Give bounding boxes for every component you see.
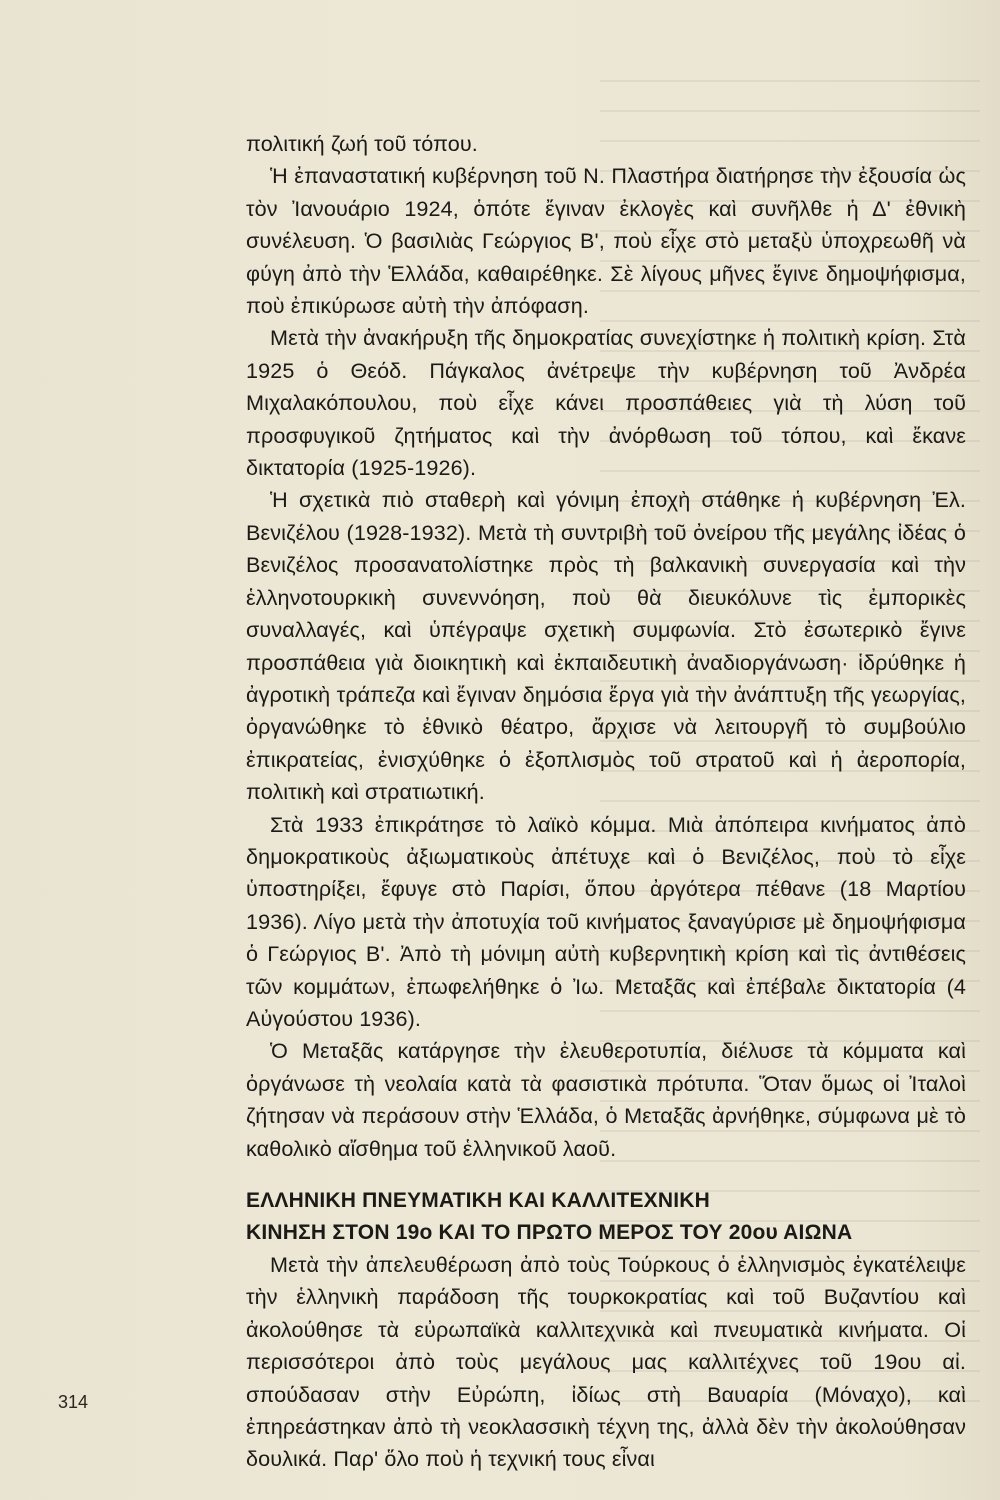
body-text	[246, 128, 966, 1476]
paragraph-continued: πολιτική ζωή τοῦ τόπου.	[246, 131, 478, 156]
paragraph: Μετὰ τὴν ἀπελευθέρωση ἀπὸ τοὺς Τούρκους ὁ ἑλληνισμὸς ἐγκατέλειψε τὴν ἑλληνικὴ παράδοση τῆς τουρκοκρατίας καὶ τοῦ Βυζαντίου καὶ ἀκολούθησε τὰ εὐρωπαϊκὰ καλλιτεχνικὰ καὶ πνευματικὰ κινήματα. Οἱ περισσότεροι ἀπὸ τοὺς μεγάλους μας καλλιτέχνες τοῦ 19ου αἰ. σπούδασαν στὴν Εὐρώπη, ἰδίως στὴ Βαυαρία (Μόναχο), καὶ ἐπηρεάστηκαν ἀπὸ τὴ νεοκλασσικὴ τέχνη της, ἀλλὰ δὲν τὴν ἀκολούθησαν δουλικά. Παρ' ὅλο ποὺ ἡ τεχνική τους εἶναι	[246, 1252, 966, 1472]
section-heading-line-1: ΕΛΛΗΝΙΚΗ ΠΝΕΥΜΑΤΙΚΗ ΚΑΙ ΚΑΛΛΙΤΕΧΝΙΚΗ	[246, 1189, 710, 1212]
section-heading-line-2: ΚΙΝΗΣΗ ΣΤΟΝ 19ο ΚΑΙ ΤΟ ΠΡΩΤΟ ΜΕΡΟΣ ΤΟΥ 20ου ΑΙΩΝΑ	[246, 1221, 853, 1244]
section-heading	[246, 1185, 966, 1249]
paragraph: Στὰ 1933 ἐπικράτησε τὸ λαϊκὸ κόμμα. Μιὰ ἀπόπειρα κινήματος ἀπὸ δημοκρατικοὺς ἀξιωματικοὺς ἀπέτυχε καὶ ὁ Βενιζέλος, ποὺ τὸ εἶχε ὑποστηρίξει, ἔφυγε στὸ Παρίσι, ὅπου ἀργότερα πέθανε (18 Μαρτίου 1936). Λίγο μετὰ τὴν ἀποτυχία τοῦ κινήματος ξαναγύρισε μὲ δημοψήφισμα ὁ Γεώργιος Β'. Ἀπὸ τὴ μόνιμη αὐτὴ κυβερνητικὴ κρίση καὶ τὶς ἀντιθέσεις τῶν κομμάτων, ἐπωφελήθηκε ὁ Ἰω. Μεταξᾶς καὶ ἐπέβαλε δικτατορία (4 Αὐγούστου 1936).	[246, 811, 966, 1031]
paragraph: Ἡ ἐπαναστατική κυβέρνηση τοῦ Ν. Πλαστήρα διατήρησε τὴν ἐξουσία ὡς τὸν Ἰανουάριο 1924, ὁπότε ἔγιναν ἐκλογὲς καὶ συνῆλθε ἡ Δ' ἐθνικὴ συνέλευση. Ὁ βασιλιὰς Γεώργιος Β', ποὺ εἶχε στὸ μεταξὺ ὑποχρεωθῆ νὰ φύγη ἀπὸ τὴν Ἑλλάδα, καθαιρέθηκε. Σὲ λίγους μῆνες ἔγινε δημοψήφισμα, ποὺ ἐπικύρωσε αὐτὴ τὴν ἀπόφαση.	[246, 163, 966, 319]
paragraph: Μετὰ τὴν ἀνακήρυξη τῆς δημοκρατίας συνεχίστηκε ἡ πολιτικὴ κρίση. Στὰ 1925 ὁ Θεόδ. Πάγκαλος ἀνέτρεψε τὴν κυβέρνηση τοῦ Ἀνδρέα Μιχαλακόπουλου, ποὺ εἶχε κάνει προσπάθειες γιὰ τὴ λύση τοῦ προσφυγικοῦ ζητήματος καὶ τὴν ἀνόρθωση τοῦ τόπου, καὶ ἔκανε δικτατορία (1925-1926).	[246, 325, 966, 481]
page-number: 314	[58, 1392, 89, 1412]
paragraph: Ὁ Μεταξᾶς κατάργησε τὴν ἐλευθεροτυπία, διέλυσε τὰ κόμματα καὶ ὀργάνωσε τὴ νεολαία κατὰ τὰ φασιστικὰ πρότυπα. Ὅταν ὅμως οἱ Ἰταλοὶ ζήτησαν νὰ περάσουν στὴν Ἑλλάδα, ὁ Μεταξᾶς ἀρνήθηκε, σύμφωνα μὲ τὸ καθολικὸ αἴσθημα τοῦ ἑλληνικοῦ λαοῦ.	[246, 1038, 966, 1161]
paragraph: Ἡ σχετικὰ πιὸ σταθερὴ καὶ γόνιμη ἐποχὴ στάθηκε ἡ κυβέρνηση Ἐλ. Βενιζέλου (1928-1932). Μετὰ τὴ συντριβὴ τοῦ ὀνείρου τῆς μεγάλης ἰδέας ὁ Βενιζέλος προσανατολίστηκε πρὸς τὴ βαλκανικὴ συνεργασία καὶ τὴν ἑλληνοτουρκικὴ συνεννόηση, ποὺ θὰ διευκόλυνε τὶς ἐμπορικὲς συναλλαγές, καὶ ὑπέγραψε σχετικὴ συμφωνία. Στὸ ἐσωτερικὸ ἔγινε προσπάθεια γιὰ διοικητικὴ καὶ ἐκπαιδευτικὴ ἀναδιοργάνωση· ἱδρύθηκε ἡ ἀγροτικὴ τράπεζα καὶ ἔγιναν δημόσια ἔργα γιὰ τὴν ἀνάπτυξη τῆς γεωργίας, ὀργανώθηκε τὸ ἐθνικὸ θέατρο, ἄρχισε νὰ λειτουργῆ τὸ συμβούλιο ἐπικρατείας, ἐνισχύθηκε ὁ ἐξοπλισμὸς τοῦ στρατοῦ καὶ ἡ ἀεροπορία, πολιτικὴ καὶ στρατιωτική.	[246, 487, 966, 805]
